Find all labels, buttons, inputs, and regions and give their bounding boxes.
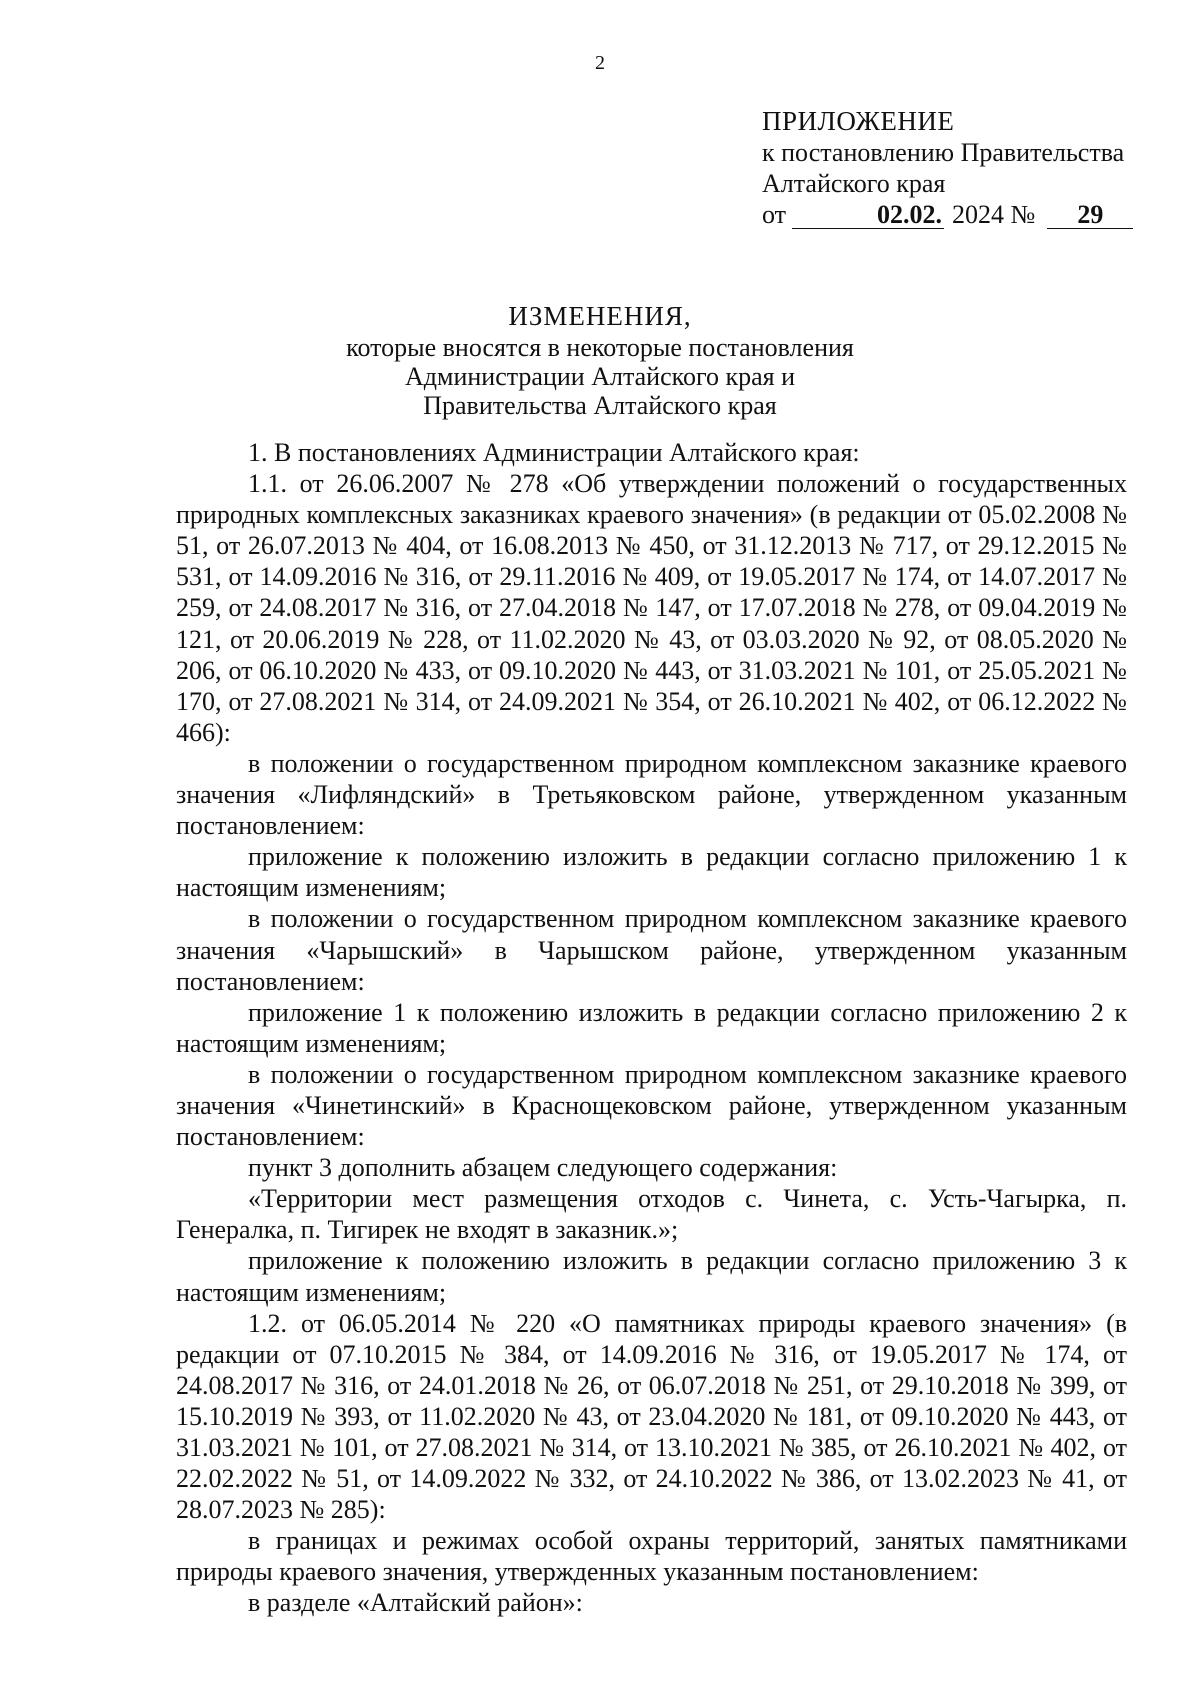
appendix-line-1: к постановлению Правительства: [762, 138, 1125, 167]
appendix-block: [762, 106, 1162, 230]
document-body: [176, 437, 1127, 1619]
paragraph: «Территории мест размещения отходов с. Чинета, с. Усть-Чагырка, п. Генералка, п. Тигирек не входят в заказник.»;: [176, 1184, 1127, 1245]
paragraph: в границах и режимах особой охраны территорий, занятых памятниками природы краевого значения, утвержденных указанным постановлением:: [176, 1526, 1127, 1587]
date-value: 02.02.: [792, 202, 944, 229]
heading-title: ИЗМЕНЕНИЯ,: [508, 301, 692, 331]
appendix-date-row: [762, 199, 1162, 230]
page-number: 2: [595, 52, 605, 74]
paragraph: в положении о государственном природном комплексном заказнике краевого значения «Лифляндский» в Третьяковском районе, утвержденном указанным постановлением:: [176, 748, 1127, 841]
heading-line-3: Правительства Алтайского края: [423, 391, 777, 420]
date-prefix: от: [762, 200, 787, 229]
appendix-line-2: Алтайского края: [762, 169, 946, 198]
paragraph: в положении о государственном природном комплексном заказнике краевого значения «Чинетинский» в Краснощековском районе, утвержденном указанным постановлением:: [176, 1059, 1127, 1152]
appendix-title: ПРИЛОЖЕНИЕ: [762, 106, 955, 136]
date-year: 2024 №: [952, 200, 1036, 229]
heading-line-2: Администрации Алтайского края и: [405, 362, 795, 391]
paragraph: в разделе «Алтайский район»:: [248, 1588, 583, 1618]
paragraph: 1.1. от 26.06.2007 № 278 «Об утверждении положений о государственных природных комплексных заказниках краевого значения» (в редакции от 05.02.2008 № 51, от 26.07.2013 № 404, от 16.08.2013 № 450, от 31.12.2013 № 717, от 29.12.2015 № 531, от 14.09.2016 № 316, от 29.11.2016 № 409, от 19.05.2017 № 174, от 14.07.2017 № 259, от 24.08.2017 № 316, от 27.04.2018 № 147, от 17.07.2018 № 278, от 09.04.2019 № 121, от 20.06.2019 № 228, от 11.02.2020 № 43, от 03.03.2020 № 92, от 08.05.2020 № 206, от 06.10.2020 № 433, от 09.10.2020 № 443, от 31.03.2021 № 101, от 25.05.2021 № 170, от 27.08.2021 № 314, от 24.09.2021 № 354, от 26.10.2021 № 402, от 06.12.2022 № 466):: [176, 469, 1127, 747]
paragraph: приложение к положению изложить в редакции согласно приложению 3 к настоящим изменениям;: [176, 1246, 1127, 1307]
paragraph: приложение к положению изложить в редакции согласно приложению 1 к настоящим изменениям;: [176, 842, 1127, 903]
document-heading: [0, 302, 1200, 420]
paragraph: приложение 1 к положению изложить в редакции согласно приложению 2 к настоящим изменениям;: [176, 997, 1127, 1058]
heading-line-1: которые вносятся в некоторые постановления: [346, 333, 854, 362]
paragraph: пункт 3 дополнить абзацем следующего содержания:: [248, 1153, 838, 1183]
paragraph: в положении о государственном природном комплексном заказнике краевого значения «Чарышский» в Чарышском районе, утвержденном указанным постановлением:: [176, 904, 1127, 996]
paragraph: 1. В постановлениях Администрации Алтайского края:: [248, 438, 860, 467]
document-number: 29: [1047, 202, 1133, 229]
paragraph: 1.2. от 06.05.2014 № 220 «О памятниках природы краевого значения» (в редакции от 07.10.2015 № 384, от 14.09.2016 № 316, от 19.05.2017 № 174, от 24.08.2017 № 316, от 24.01.2018 № 26, от 06.07.2018 № 251, от 29.10.2018 № 399, от 15.10.2019 № 393, от 11.02.2020 № 43, от 23.04.2020 № 181, от 09.10.2020 № 443, от 31.03.2021 № 101, от 27.08.2021 № 314, от 13.10.2021 № 385, от 26.10.2021 № 402, от 22.02.2022 № 51, от 14.09.2022 № 332, от 24.10.2022 № 386, от 13.02.2023 № 41, от 28.07.2023 № 285):: [176, 1308, 1127, 1525]
